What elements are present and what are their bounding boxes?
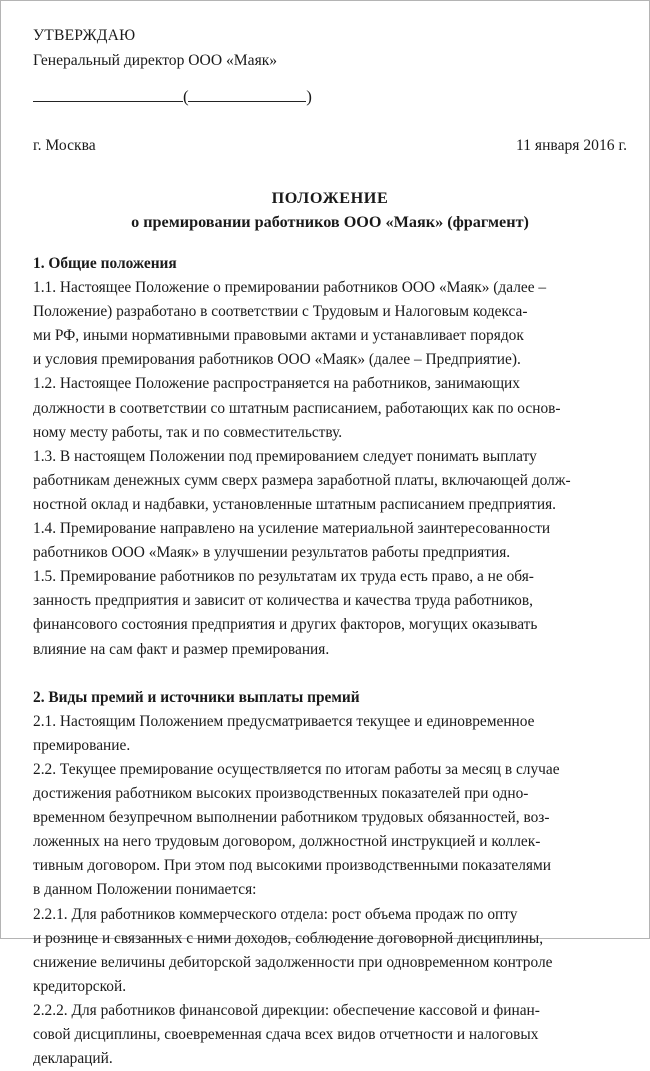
clause-line: ному месту работы, так и по совместительству. <box>33 423 343 441</box>
clause-line: премирование. <box>33 736 131 754</box>
clause-line: влияние на сам факт и размер премирования. <box>33 640 330 658</box>
title-line-2: о премировании работников ООО «Маяк» (фрагмент) <box>131 213 529 231</box>
clause-line: тивным договором. При этом под высокими производственными показателями <box>33 857 551 875</box>
clause-line: совой дисциплины, своевременная сдача всех видов отчетности и налоговых <box>33 1026 539 1043</box>
clause-line: 1.1. Настоящее Положение о премировании работников ООО «Маяк» (далее – <box>33 279 547 297</box>
clause-line: 2.2. Текущее премирование осуществляется по итогам работы за месяц в случае <box>33 760 560 778</box>
clause-line: 1.2. Настоящее Положение распространяется на работников, занимающих <box>33 375 520 393</box>
clause-1-1 <box>33 276 627 372</box>
signature-line <box>33 87 627 108</box>
clause-line: финансового состояния предприятия и других факторов, могущих оказывать <box>33 616 538 634</box>
clause-line: работникам денежных сумм сверх размера заработной платы, включающей долж- <box>33 471 571 489</box>
clause-line: деклараций. <box>33 1050 113 1068</box>
clause-line: в данном Положении понимается: <box>33 881 257 899</box>
city-date-row <box>33 136 627 156</box>
clause-line: снижение величины дебиторской задолженности при одновременном контроле <box>33 953 553 971</box>
clause-line: и рознице и связанных с ними доходов, соблюдение договорной дисциплины, <box>33 929 544 947</box>
clause-line: ми РФ, иными нормативными правовыми актами и устанавливает порядок <box>33 327 524 345</box>
clause-line: ложенных на него трудовым договором, должностной инструкцией и коллек- <box>33 833 541 851</box>
clause-line: 2.1. Настоящим Положением предусматривается текущее и единовременное <box>33 712 535 730</box>
clause-line: ностной оклад и надбавки, установленные штатным расписанием предприятия. <box>33 495 557 513</box>
approval-label: УТВЕРЖДАЮ <box>33 27 136 44</box>
clause-2-2-2 <box>33 999 627 1071</box>
page-title <box>33 186 627 234</box>
clause-line: 1.3. В настоящем Положении под премированием следует понимать выплату <box>33 447 537 465</box>
signature-close-paren: ) <box>306 87 312 106</box>
clause-1-4 <box>33 517 627 565</box>
clause-line: должности в соответствии со штатным расписанием, работающих как по основ- <box>33 399 561 417</box>
document-content <box>33 252 627 1071</box>
section-heading: 1. Общие положения <box>33 255 177 272</box>
clause-line: 1.5. Премирование работников по результатам их труда есть право, а не обя- <box>33 568 534 586</box>
date-label: 11 января 2016 г. <box>516 137 627 154</box>
clause-line: кредиторской. <box>33 977 127 995</box>
clause-line: Положение) разработано в соответствии с Трудовым и Налоговым кодекса- <box>33 303 528 321</box>
clause-2-2 <box>33 758 627 903</box>
clause-line: достижения работником высоких производственных показателей при одно- <box>33 785 529 803</box>
clause-line: 1.4. Премирование направлено на усиление материальной заинтересованности <box>33 520 551 538</box>
city-label: г. Москва <box>33 137 96 154</box>
clause-line: работников ООО «Маяк» в улучшении результатов работы предприятия. <box>33 544 511 562</box>
section-heading: 2. Виды премий и источники выплаты премий <box>33 688 360 706</box>
signature-rule <box>33 101 183 102</box>
clause-2-2-1 <box>33 903 627 999</box>
clause-1-3 <box>33 445 627 517</box>
clause-line: 2.2.1. Для работников коммерческого отдела: рост объема продаж по опту <box>33 905 518 923</box>
title-line-1: ПОЛОЖЕНИЕ <box>271 189 389 207</box>
clause-1-2 <box>33 372 627 444</box>
clause-line: и условия премирования работников ООО «Маяк» (далее – Предприятие). <box>33 351 521 369</box>
document-body <box>1 1 649 1068</box>
clause-1-5 <box>33 565 627 661</box>
clause-line: временном безупречном выполнении работником трудовых обязанностей, воз- <box>33 809 550 827</box>
approval-block <box>33 23 627 73</box>
clause-2-1 <box>33 710 627 758</box>
director-title-line: Генеральный директор ООО «Маяк» <box>33 52 278 69</box>
clause-line: занность предприятия и зависит от количества и качества труда работников, <box>33 592 533 610</box>
signature-name-rule <box>188 101 306 102</box>
clause-line: 2.2.2. Для работников финансовой дирекции: обеспечение кассовой и финан- <box>33 1001 540 1019</box>
signature-open-paren: ( <box>183 87 189 106</box>
